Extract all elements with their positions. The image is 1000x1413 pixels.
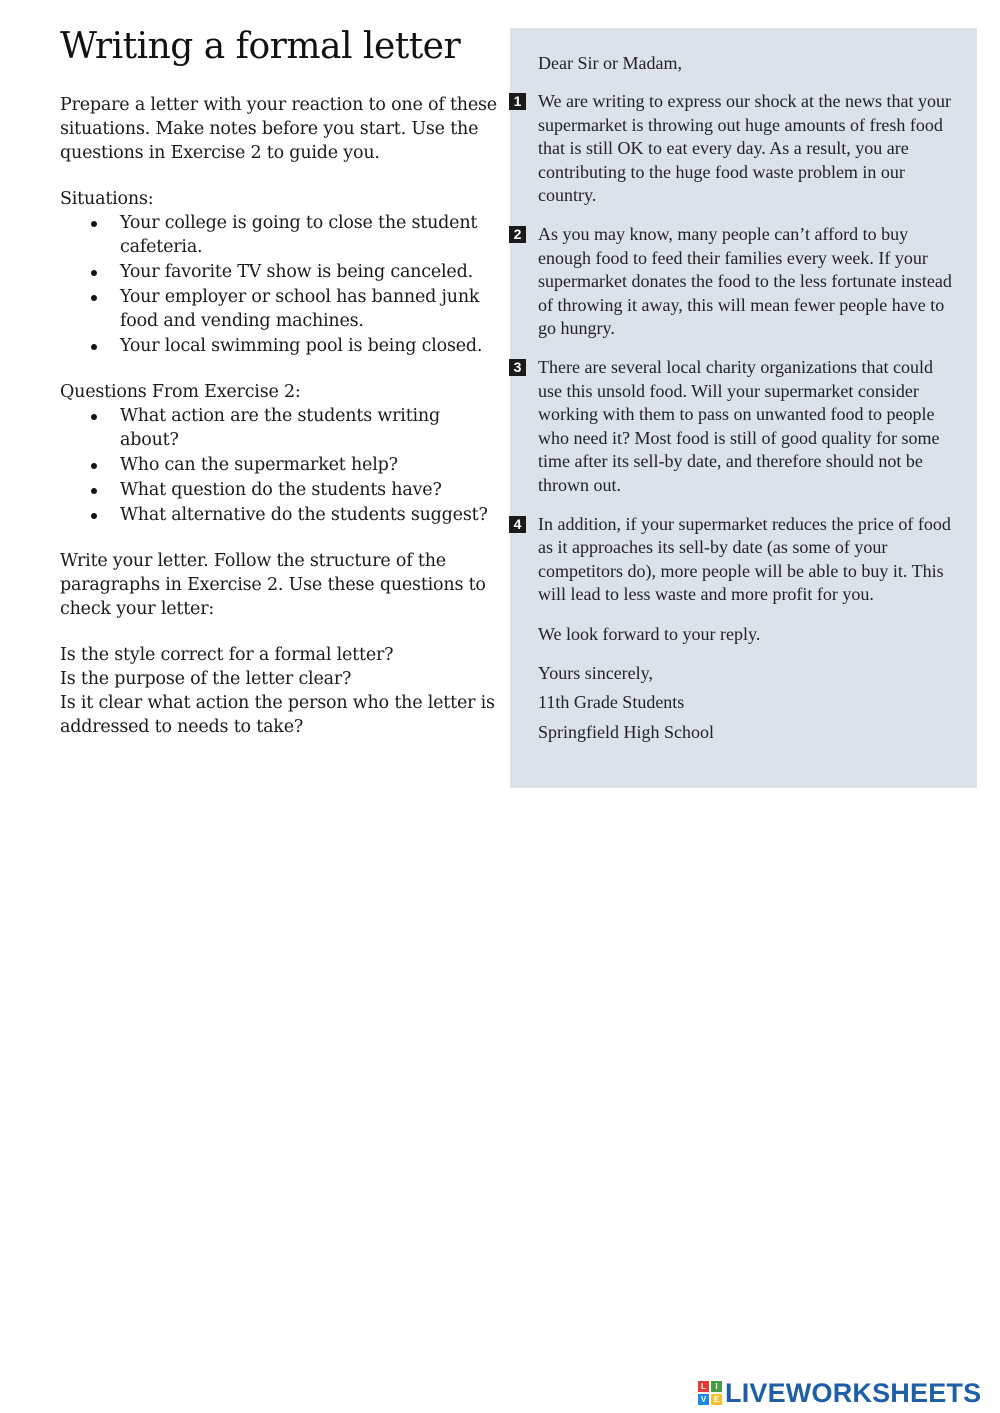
brand-name: LIVEWORKSHEETS (725, 1377, 982, 1408)
list-item (120, 503, 500, 527)
list-item (120, 478, 500, 502)
signoff-text: Yours sincerely, (538, 662, 653, 683)
letter-salutation: Dear Sir or Madam, (538, 53, 682, 73)
paragraph-number-badge: 1 (509, 93, 526, 110)
list-item (120, 453, 500, 477)
bullet-icon (91, 513, 97, 519)
situations-list (60, 211, 500, 358)
situation-text: Your favorite TV show is being canceled. (120, 262, 473, 282)
bullet-icon (91, 488, 97, 494)
letter-closing: We look forward to your reply. (538, 623, 761, 644)
letter-signoff (538, 662, 958, 744)
letter-paragraph (513, 90, 958, 207)
write-instruction: Write your letter. Follow the structure of the paragraphs in Exercise 2. Use these questions to check your letter: (60, 551, 486, 619)
list-item (120, 404, 500, 452)
paragraph-number-badge: 3 (509, 359, 526, 376)
letter-paragraph (513, 223, 958, 340)
question-text: What action are the students writing about? (120, 406, 440, 450)
intro-text: Prepare a letter with your reaction to one of these situations. Make notes before you start. Use the questions in Exercise 2 to guide you. (60, 95, 497, 163)
list-item (120, 334, 500, 358)
logo-cell: V (698, 1394, 709, 1405)
questions-label: Questions From Exercise 2: (60, 382, 301, 402)
question-text: Who can the supermarket help? (120, 455, 398, 475)
logo-cell: E (711, 1394, 722, 1405)
sample-letter (513, 52, 958, 750)
situations-label: Situations: (60, 189, 154, 209)
check-questions (60, 643, 500, 739)
bullet-icon (91, 463, 97, 469)
paragraph-text: In addition, if your supermarket reduces the price of food as it approaches its sell-by date (as some of your competitors do), more people will be able to buy it. This will lead to less waste and more profit for you. (538, 513, 951, 605)
situation-text: Your college is going to close the student cafeteria. (120, 213, 478, 257)
bullet-icon (91, 221, 97, 227)
bullet-icon (91, 295, 97, 301)
question-text: What question do the students have? (120, 480, 442, 500)
bullet-icon (91, 270, 97, 276)
sample-letter-panel (510, 28, 977, 788)
bullet-icon (91, 414, 97, 420)
situation-text: Your local swimming pool is being closed. (120, 336, 483, 356)
check-question: Is it clear what action the person who the letter is addressed to needs to take? (60, 693, 495, 737)
logo-cell: I (711, 1381, 722, 1392)
page-title: Writing a formal letter (60, 26, 461, 67)
list-item (120, 285, 500, 333)
bullet-icon (91, 344, 97, 350)
check-question: Is the style correct for a formal letter? (60, 645, 394, 665)
paragraph-number-badge: 2 (509, 226, 526, 243)
signature-line: 11th Grade Students (538, 692, 685, 713)
letter-paragraph (513, 513, 958, 607)
questions-list (60, 404, 500, 527)
list-item (120, 211, 500, 259)
paragraph-text: We are writing to express our shock at the news that your supermarket is throwing out huge amounts of fresh food that is still OK to eat every day. As a result, you are contributing to the huge food waste problem in our country. (538, 91, 951, 206)
letter-paragraph (513, 356, 958, 496)
paragraph-text: There are several local charity organizations that could use this unsold food. Will your supermarket consider working with them to pass on unwanted food to people who need it? Most food is still of good quality for some time after its sell-by date, and therefore should not be thrown out. (538, 357, 940, 495)
liveworksheets-logo-icon (698, 1381, 722, 1405)
instructions-column (60, 26, 500, 739)
logo-cell: L (698, 1381, 709, 1392)
check-question: Is the purpose of the letter clear? (60, 669, 352, 689)
signature-line: Springfield High School (538, 721, 714, 742)
liveworksheets-branding[interactable] (698, 1378, 981, 1408)
paragraph-text: As you may know, many people can’t afford to buy enough food to feed their families every week. If your supermarket donates the food to the less fortunate instead of throwing it away, this will mean fewer people have to go hungry. (538, 224, 952, 339)
situation-text: Your employer or school has banned junk food and vending machines. (120, 287, 480, 331)
question-text: What alternative do the students suggest? (120, 505, 488, 525)
list-item (120, 260, 500, 284)
paragraph-number-badge: 4 (509, 516, 526, 533)
